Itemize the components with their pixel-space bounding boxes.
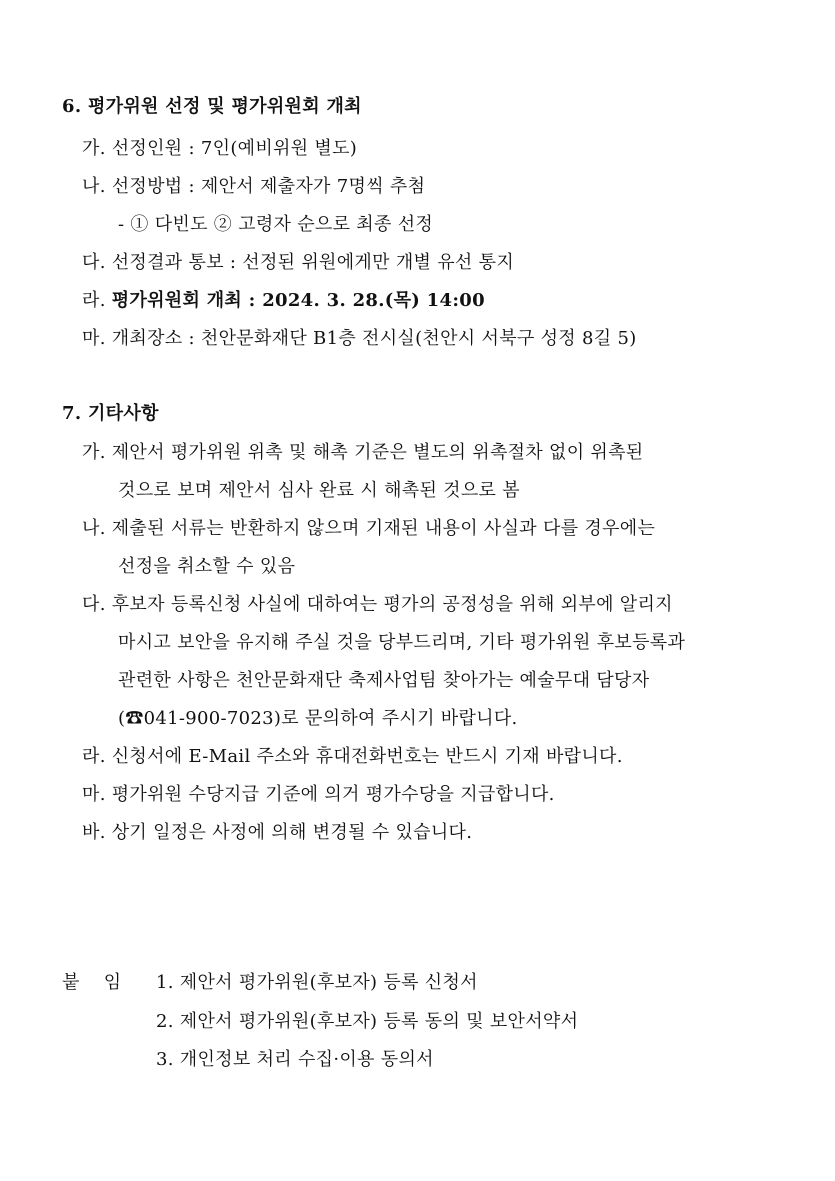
section-7-line-6: 마시고 보안을 유지해 주실 것을 당부드리며, 기타 평가위원 후보등록과: [118, 632, 686, 653]
attachments-label: 붙 임: [62, 972, 122, 993]
section-7-line-2: 것으로 보며 제안서 심사 완료 시 해촉된 것으로 봄: [118, 480, 520, 501]
section-7-line-1: 가. 제안서 평가위원 위촉 및 해촉 기준은 별도의 위촉절차 없이 위촉된: [82, 442, 644, 463]
section-6-item-na: 나. 선정방법 : 제안서 제출자가 7명씩 추첨: [82, 176, 426, 197]
section-7-line-3: 나. 제출된 서류는 반환하지 않으며 기재된 내용이 사실과 다를 경우에는: [82, 518, 656, 539]
section-6-item-ga: 가. 선정인원 : 7인(예비위원 별도): [82, 138, 358, 159]
attachment-item-3: 3. 개인정보 처리 수집·이용 동의서: [156, 1049, 434, 1070]
section-6-item-da: 다. 선정결과 통보 : 선정된 위원에게만 개별 유선 통지: [82, 252, 515, 273]
section-7-line-10: 마. 평가위원 수당지급 기준에 의거 평가수당을 지급합니다.: [82, 784, 555, 805]
section-7-title: 7. 기타사항: [62, 403, 159, 424]
section-7-line-8: (☎041-900-7023)로 문의하여 주시기 바랍니다.: [118, 708, 518, 729]
section-6-item-ra-label: 라.: [82, 290, 112, 311]
attachment-item-2: 2. 제안서 평가위원(후보자) 등록 동의 및 보안서약서: [156, 1011, 579, 1032]
section-7-line-9: 라. 신청서에 E-Mail 주소와 휴대전화번호는 반드시 기재 바랍니다.: [82, 746, 623, 767]
attachment-item-1: 1. 제안서 평가위원(후보자) 등록 신청서: [156, 972, 478, 993]
section-7-line-11: 바. 상기 일정은 사정에 의해 변경될 수 있습니다.: [82, 822, 473, 843]
section-6-title: 6. 평가위원 선정 및 평가위원회 개최: [62, 96, 362, 117]
section-7-line-7: 관련한 사항은 천안문화재단 축제사업팀 찾아가는 예술무대 담당자: [118, 670, 650, 691]
section-7-line-5: 다. 후보자 등록신청 사실에 대하여는 평가의 공정성을 위해 외부에 알리지: [82, 594, 673, 615]
section-6-item-ma: 마. 개최장소 : 천안문화재단 B1층 전시실(천안시 서북구 성정 8길 5): [82, 328, 637, 349]
section-6-item-ra: [82, 289, 485, 313]
section-6-item-ra-bold: 평가위원회 개최 : 2024. 3. 28.(목) 14:00: [111, 290, 485, 311]
section-7-line-4: 선정을 취소할 수 있음: [118, 556, 296, 577]
section-6-item-na-sub: - ① 다빈도 ② 고령자 순으로 최종 선정: [118, 214, 434, 235]
